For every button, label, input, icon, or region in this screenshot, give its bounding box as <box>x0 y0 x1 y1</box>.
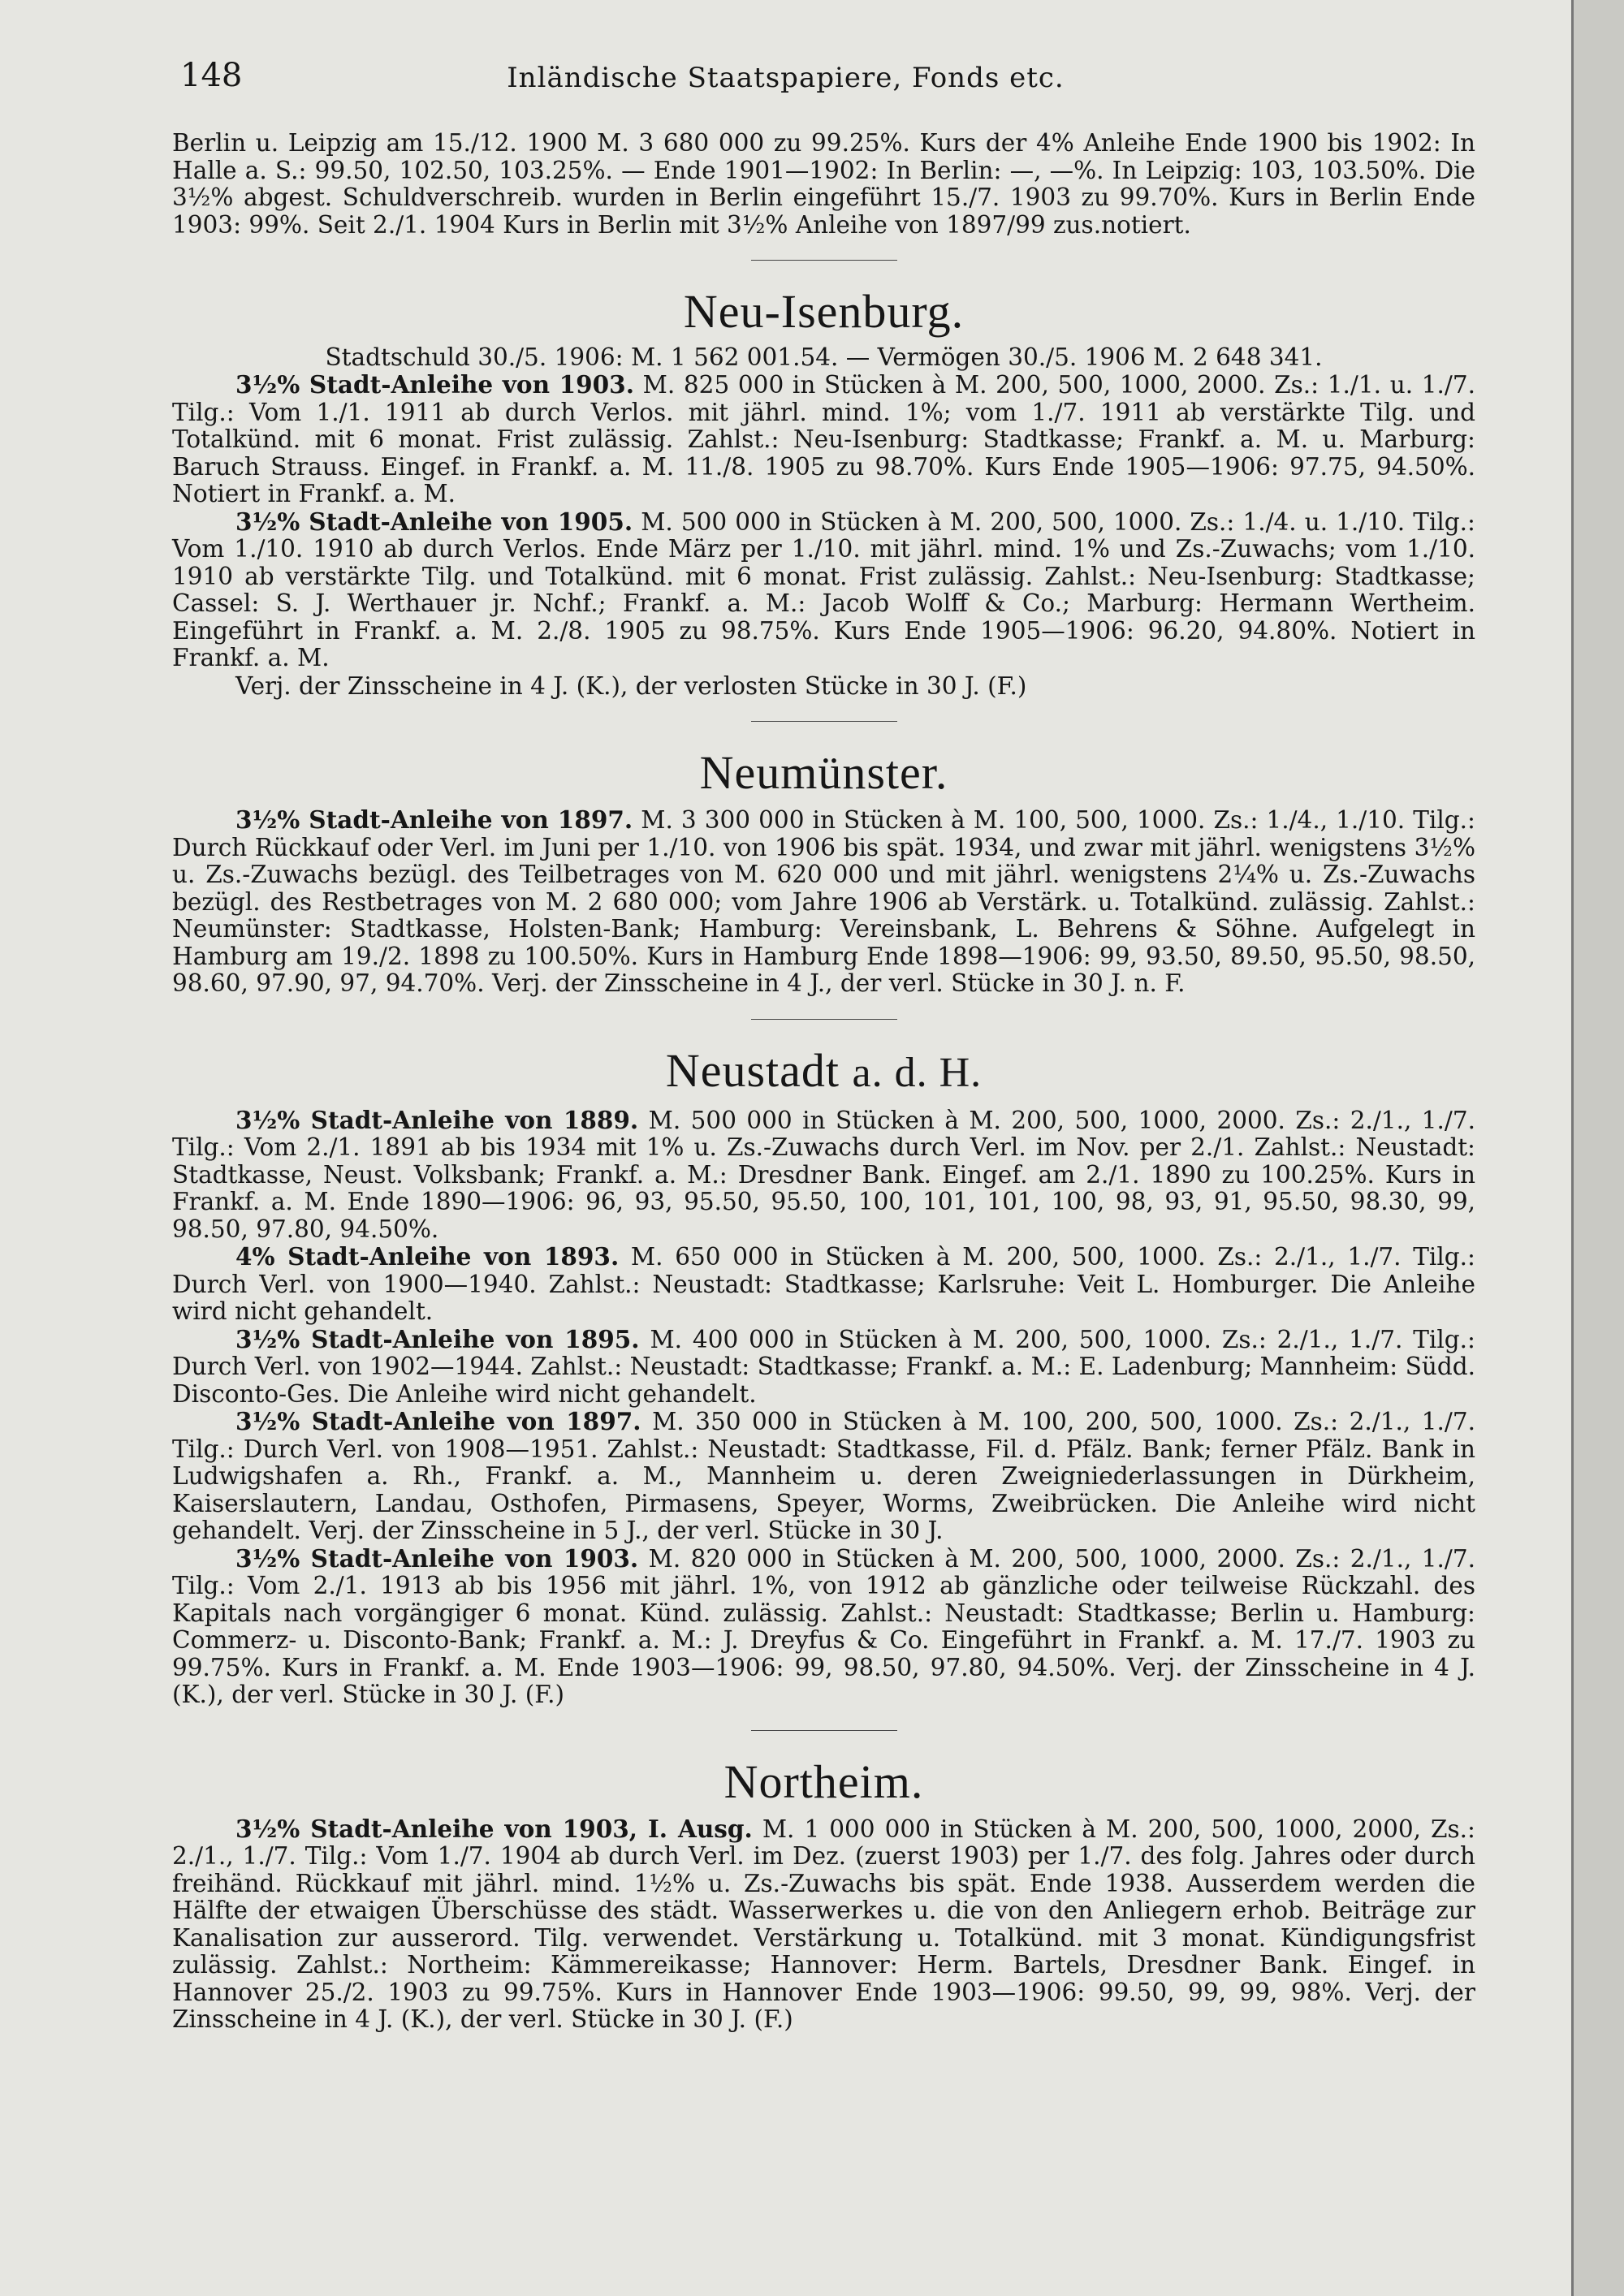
bond-entry <box>172 672 1475 701</box>
bond-text: M. 400 000 in Stücken à M. 200, 500, 1000. Zs.: 2./1., 1./7. Tilg.: Durch Verl. von 1902—1944. Zahlst.: Neustadt: Stadtkasse; Frankf. a. M.: E. Ladenburg; Mannheim: Südd. Disconto-Ges. Die Anleihe wird nicht gehandelt. <box>172 1325 1475 1408</box>
bond-entry <box>172 371 1475 508</box>
bond-entry <box>172 1545 1475 1709</box>
bond-entry <box>172 1408 1475 1545</box>
bond-text: M. 500 000 in Stücken à M. 200, 500, 1000, 2000. Zs.: 2./1., 1./7. Tilg.: Vom 2./1. 1891 ab bis 1934 mit 1% u. Zs.-Zuwachs durch Verl. im Nov. per 2./1. Zahlst.: Neustadt: Stadtkasse, Neust. Volksbank; Frankf. a. M.: Dresdner Bank. Eingef. am 2./1. 1890 zu 100.25%. Kurs in Frankf. a. M. Ende 1890—1906: 96, 93, 95.50, 95.50, 100, 101, 101, 100, 98, 93, 91, 95.50, 98.30, 99, 98.50, 97.80, 94.50%. <box>172 1106 1475 1243</box>
page-number: 148 <box>180 57 243 94</box>
bond-text: M. 1 000 000 in Stücken à M. 200, 500, 1000, 2000, Zs.: 2./1., 1./7. Tilg.: Vom 1./7. 1904 ab durch Verl. im Dez. (zuerst 1903) per 1./7. des folg. Jahres oder durch freihänd. Rückkauf mit jährl. mind. 1½% u. Zs.-Zuwachs bis spät. Ende 1938. Ausserdem werden die Hälfte der etwaigen Überschüsse des städt. Wasserwerkes u. die von den Anliegern erhob. Beiträge zur Kanalisation zur ausserord. Tilg. verwendet. Verstärkung u. Totalkünd. mit 3 monat. Kündigungsfrist zulässig. Zahlst.: Northeim: Kämmereikasse; Hannover: Herm. Bartels, Dresdner Bank. Eingef. in Hannover 25./2. 1903 zu 99.75%. Kurs in Hannover Ende 1903—1906: 99.50, 99, 99, 98%. Verj. der Zinsscheine in 4 J. (K.), der verl. Stücke in 30 J. (F.) <box>172 1815 1475 2033</box>
section-title-neu-isenburg: Neu-Isenburg. <box>683 285 965 338</box>
bond-heading: 3½% Stadt-Anleihe von 1903, I. Ausg. <box>235 1814 753 1843</box>
running-title: Inländische Staatspapiere, Fonds etc. <box>507 62 1065 94</box>
intro-paragraph: Berlin u. Leipzig am 15./12. 1900 M. 3 680 000 zu 99.25%. Kurs der 4% Anleihe Ende 1900 bis 1902: In Halle a. S.: 99.50, 102.50, 103.25%. — Ende 1901—1902: In Berlin: —, —%. In Leipzig: 103, 103.50%. Die 3½% abgest. Schuldverschreib. wurden in Berlin eingeführt 15./7. 1903 zu 99.70%. Kurs in Berlin Ende 1903: 99%. Seit 2./1. 1904 Kurs in Berlin mit 3½% Anleihe von 1897/99 zus.notiert. <box>172 129 1475 239</box>
bond-entry <box>172 1243 1475 1326</box>
bond-entry <box>172 1815 1475 2034</box>
bond-text: M. 3 300 000 in Stücken à M. 100, 500, 1000. Zs.: 1./4., 1./10. Tilg.: Durch Rückkauf oder Verl. im Juni per 1./10. von 1906 bis spät. 1934, und zwar mit jährl. wenigstens 3½% u. Zs.-Zuwachs bezügl. des Teilbetrages von M. 620 000 und mit jährl. wenigstens 2¼% u. Zs.-Zuwachs bezügl. des Restbetrages von M. 2 680 000; vom Jahre 1906 ab Verstärk. u. Totalkünd. zulässig. Zahlst.: Neumünster: Stadtkasse, Holsten-Bank; Hamburg: Vereinsbank, L. Behrens & Söhne. Aufgelegt in Hamburg am 19./2. 1898 zu 100.50%. Kurs in Hamburg Ende 1898—1906: 99, 93.50, 89.50, 95.50, 98.50, 98.60, 97.90, 97, 94.70%. Verj. der Zinsscheine in 4 J., der verl. Stücke in 30 J. n. F. <box>172 806 1475 997</box>
section-title-neumuenster: Neumünster. <box>699 746 948 799</box>
bond-text: M. 650 000 in Stücken à M. 200, 500, 1000. Zs.: 2./1., 1./7. Tilg.: Durch Verl. von 1900—1940. Zahlst.: Neustadt: Stadtkasse; Karlsruhe: Veit L. Homburger. Die Anleihe wird nicht gehandelt. <box>172 1243 1475 1325</box>
bond-heading: 3½% Stadt-Anleihe von 1889. <box>235 1105 639 1134</box>
debt-note: Stadtschuld 30./5. 1906: M. 1 562 001.54. — Vermögen 30./5. 1906 M. 2 648 341. <box>325 343 1323 371</box>
bond-entry <box>172 508 1475 672</box>
bond-heading: 3½% Stadt-Anleihe von 1895. <box>235 1324 640 1353</box>
bond-text: M. 825 000 in Stücken à M. 200, 500, 1000, 2000. Zs.: 1./1. u. 1./7. Tilg.: Vom 1./1. 1911 ab durch Verlos. mit jährl. mind. 1%; vom 1./7. 1911 ab verstärkte Tilg. und Totalkünd. mit 6 monat. Frist zulässig. Zahlst.: Neu-Isenburg: Stadtkasse; Frankf. a. M. u. Marburg: Baruch Strauss. Eingef. in Frankf. a. M. 11./8. 1905 zu 98.70%. Kurs Ende 1905—1906: 97.75, 94.50%. Notiert in Frankf. a. M. <box>172 371 1475 507</box>
bond-heading: 3½% Stadt-Anleihe von 1897. <box>235 1407 641 1435</box>
bond-text: Verj. der Zinsscheine in 4 J. (K.), der verlosten Stücke in 30 J. (F.) <box>235 671 1027 700</box>
bond-text: M. 820 000 in Stücken à M. 200, 500, 1000, 2000. Zs.: 2./1., 1./7. Tilg.: Vom 2./1. 1913 ab bis 1956 mit jährl. 1%, von 1912 ab gänzliche oder teilweise Rückzahl. des Kapitals nach vorgängiger 6 monat. Künd. zulässig. Zahlst.: Neustadt: Stadtkasse; Berlin u. Hamburg: Commerz- u. Disconto-Bank; Frankf. a. M.: J. Dreyfus & Co. Eingeführt in Frankf. a. M. 17./7. 1903 zu 99.75%. Kurs in Frankf. a. M. Ende 1903—1906: 99, 98.50, 97.80, 94.50%. Verj. der Zinsscheine in 4 J. (K.), der verl. Stücke in 30 J. (F.) <box>172 1544 1475 1708</box>
bond-heading: 3½% Stadt-Anleihe von 1903. <box>235 1543 639 1573</box>
bond-entry <box>172 806 1475 998</box>
bond-heading: 4% Stadt-Anleihe von 1893. <box>235 1242 620 1271</box>
section-title-northeim: Northeim. <box>723 1754 924 1808</box>
bond-entry <box>172 1326 1475 1409</box>
page-header <box>0 57 1571 106</box>
bond-text: M. 350 000 in Stücken à M. 100, 200, 500, 1000. Zs.: 2./1., 1./7. Tilg.: Durch Verl. von 1908—1951. Zahlst.: Neustadt: Stadtkasse, Fil. d. Pfälz. Bank; ferner Pfälz. Bank in Ludwigshafen a. Rh., Frankf. a. M., Mannheim u. deren Zweigniederlassungen in Dürkheim, Kaiserslautern, Landau, Osthofen, Pirmasens, Speyer, Worms, Zweibrücken. Die Anleihe wird nicht gehandelt. Verj. der Zinsscheine in 5 J., der verl. Stücke in 30 J. <box>172 1408 1475 1544</box>
bond-heading: 3½% Stadt-Anleihe von 1905. <box>235 507 633 536</box>
bond-entry <box>172 1107 1475 1244</box>
section-title-neustadt <box>172 1044 1475 1100</box>
page-edge <box>1574 0 1624 2296</box>
section-title-suffix: a. d. H. <box>852 1049 983 1096</box>
bond-heading: 3½% Stadt-Anleihe von 1903. <box>235 370 634 399</box>
bond-heading: 3½% Stadt-Anleihe von 1897. <box>235 805 633 834</box>
bond-text: M. 500 000 in Stücken à M. 200, 500, 1000. Zs.: 1./4. u. 1./10. Tilg.: Vom 1./10. 1910 ab durch Verlos. Ende März per 1./10. mit jährl. mind. 1% und Zs.-Zuwachs; vom 1./10. 1910 ab verstärkte Tilg. und Totalkünd. mit 6 monat. Frist zulässig. Zahlst.: Neu-Isenburg: Stadtkasse; Cassel: S. J. Werthauer jr. Nchf.; Frankf. a. M.: Jacob Wolff & Co.; Marburg: Hermann Wertheim. Eingeführt in Frankf. a. M. 2./8. 1905 zu 98.75%. Kurs Ende 1905—1906: 96.20, 94.80%. Notiert in Frankf. a. M. <box>172 507 1475 671</box>
section-title-main: Neustadt <box>665 1043 840 1097</box>
page-content <box>172 130 1475 2034</box>
